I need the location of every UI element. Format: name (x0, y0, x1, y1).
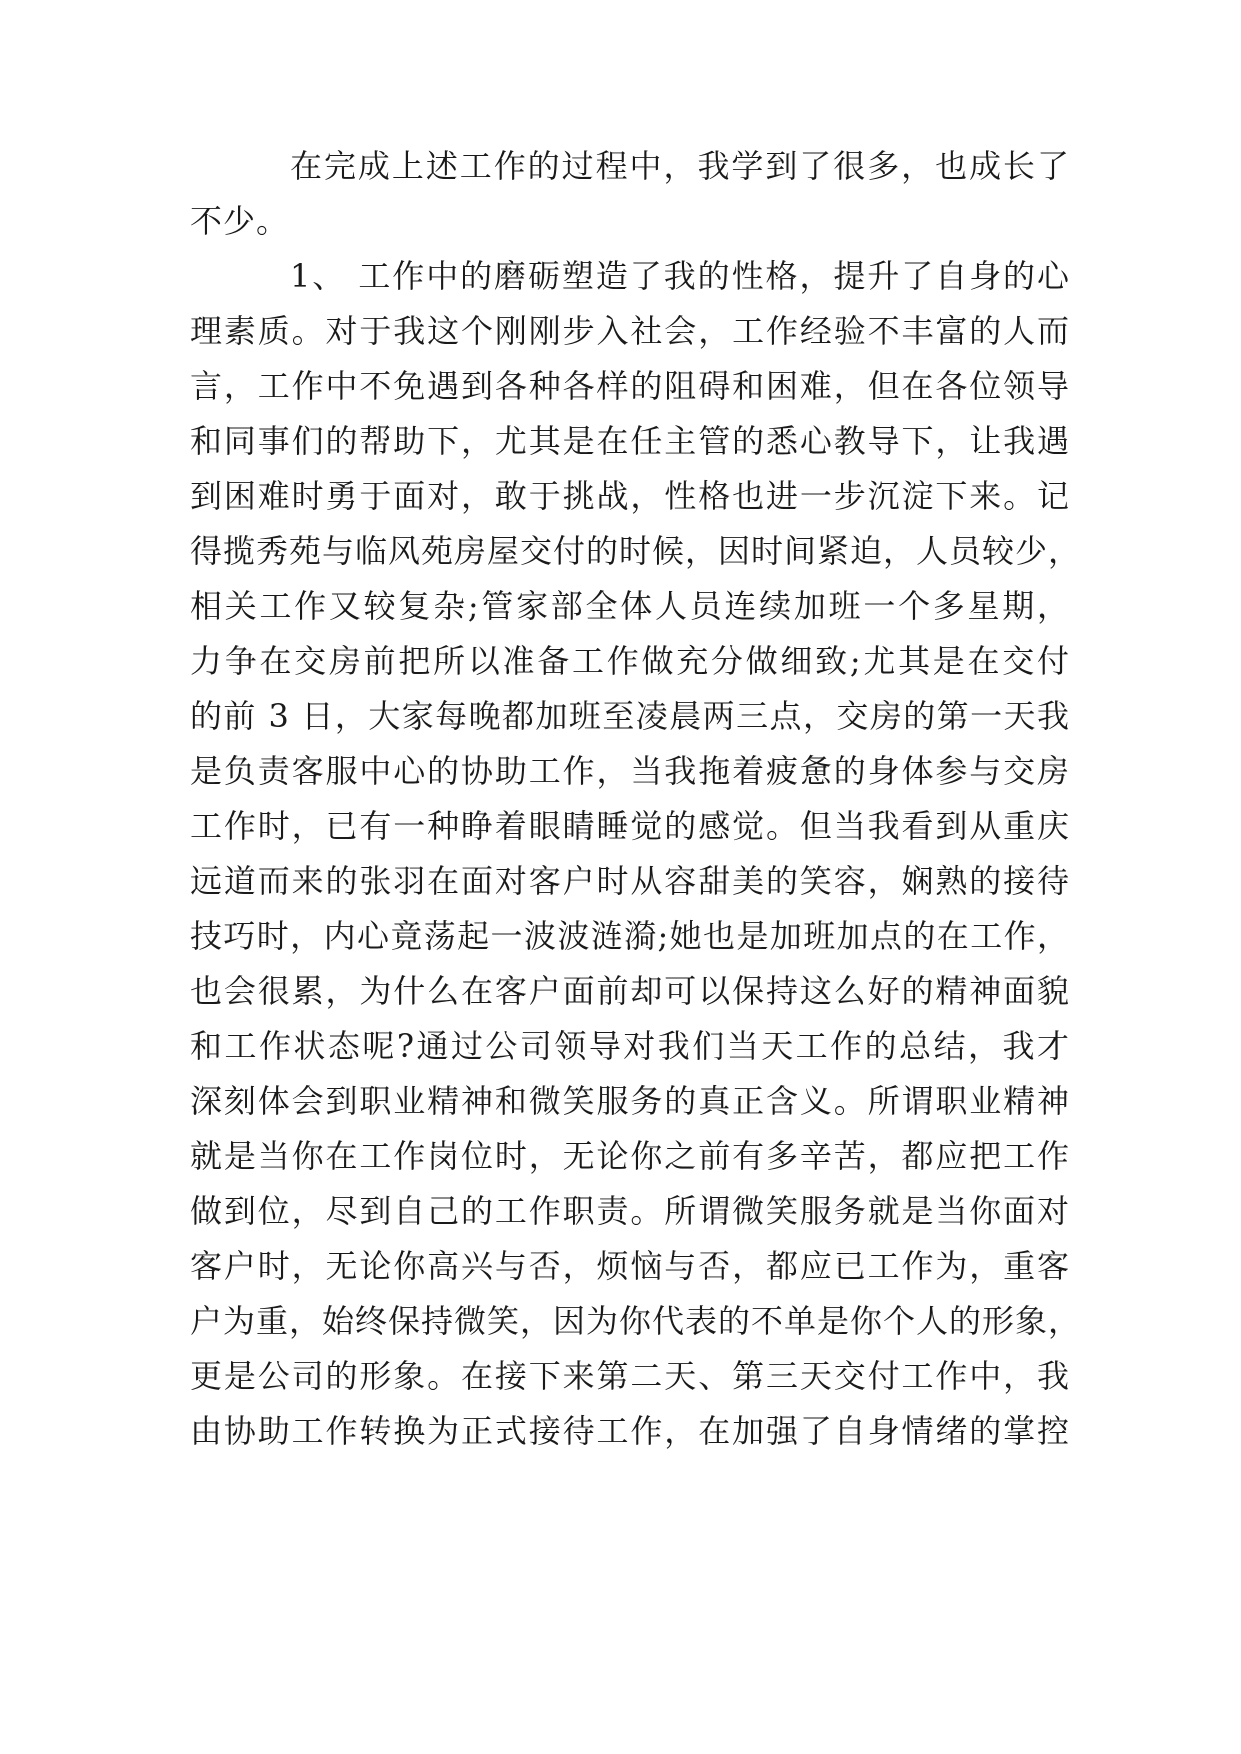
paragraph-1-line: 在完成上述工作的过程中，我学到了很多，也成长了 (290, 147, 1070, 185)
paragraph-2-line: 工作时，已有一种睁着眼睛睡觉的感觉。但当我看到从重庆 (190, 807, 1070, 845)
paragraph-2-line: 户为重，始终保持微笑，因为你代表的不单是你个人的形象， (190, 1302, 1082, 1340)
paragraph-2-line: 和同事们的帮助下，尤其是在任主管的悉心教导下，让我遇 (190, 422, 1070, 460)
paragraph-2-line: 理素质。对于我这个刚刚步入社会，工作经验不丰富的人而 (190, 312, 1070, 350)
paragraph-2-line: 技巧时，内心竟荡起一波波涟漪;她也是加班加点的在工作， (190, 917, 1070, 955)
paragraph-2-line: 得揽秀苑与临风苑房屋交付的时候，因时间紧迫，人员较少， (190, 532, 1082, 570)
paragraph-2-line: 的前 3 日，大家每晚都加班至凌晨两三点，交房的第一天我 (190, 697, 1070, 735)
paragraph-2-line: 客户时，无论你高兴与否，烦恼与否，都应已工作为，重客 (190, 1247, 1070, 1285)
paragraph-2-line: 到困难时勇于面对，敢于挑战，性格也进一步沉淀下来。记 (190, 477, 1070, 515)
paragraph-2-line: 更是公司的形象。在接下来第二天、第三天交付工作中，我 (190, 1357, 1070, 1395)
paragraph-2-line: 1、 工作中的磨砺塑造了我的性格，提升了自身的心 (290, 257, 1070, 295)
paragraph-1-line: 不少。 (190, 202, 290, 240)
paragraph-2-line: 深刻体会到职业精神和微笑服务的真正含义。所谓职业精神 (190, 1082, 1070, 1120)
paragraph-2-line: 由协助工作转换为正式接待工作，在加强了自身情绪的掌控 (190, 1412, 1070, 1450)
paragraph-2-line: 做到位，尽到自己的工作职责。所谓微笑服务就是当你面对 (190, 1192, 1070, 1230)
paragraph-2-line: 和工作状态呢?通过公司领导对我们当天工作的总结，我才 (190, 1027, 1070, 1065)
paragraph-2-line: 言，工作中不免遇到各种各样的阻碍和困难，但在各位领导 (190, 367, 1070, 405)
paragraph-2-line: 相关工作又较复杂;管家部全体人员连续加班一个多星期， (190, 587, 1070, 625)
paragraph-2-line: 也会很累，为什么在客户面前却可以保持这么好的精神面貌 (190, 972, 1070, 1010)
paragraph-2-line: 远道而来的张羽在面对客户时从容甜美的笑容，娴熟的接待 (190, 862, 1070, 900)
paragraph-2-line: 就是当你在工作岗位时，无论你之前有多辛苦，都应把工作 (190, 1137, 1070, 1175)
paragraph-2-line: 是负责客服中心的协助工作，当我拖着疲惫的身体参与交房 (190, 752, 1070, 790)
paragraph-2-line: 力争在交房前把所以准备工作做充分做细致;尤其是在交付 (190, 642, 1070, 680)
